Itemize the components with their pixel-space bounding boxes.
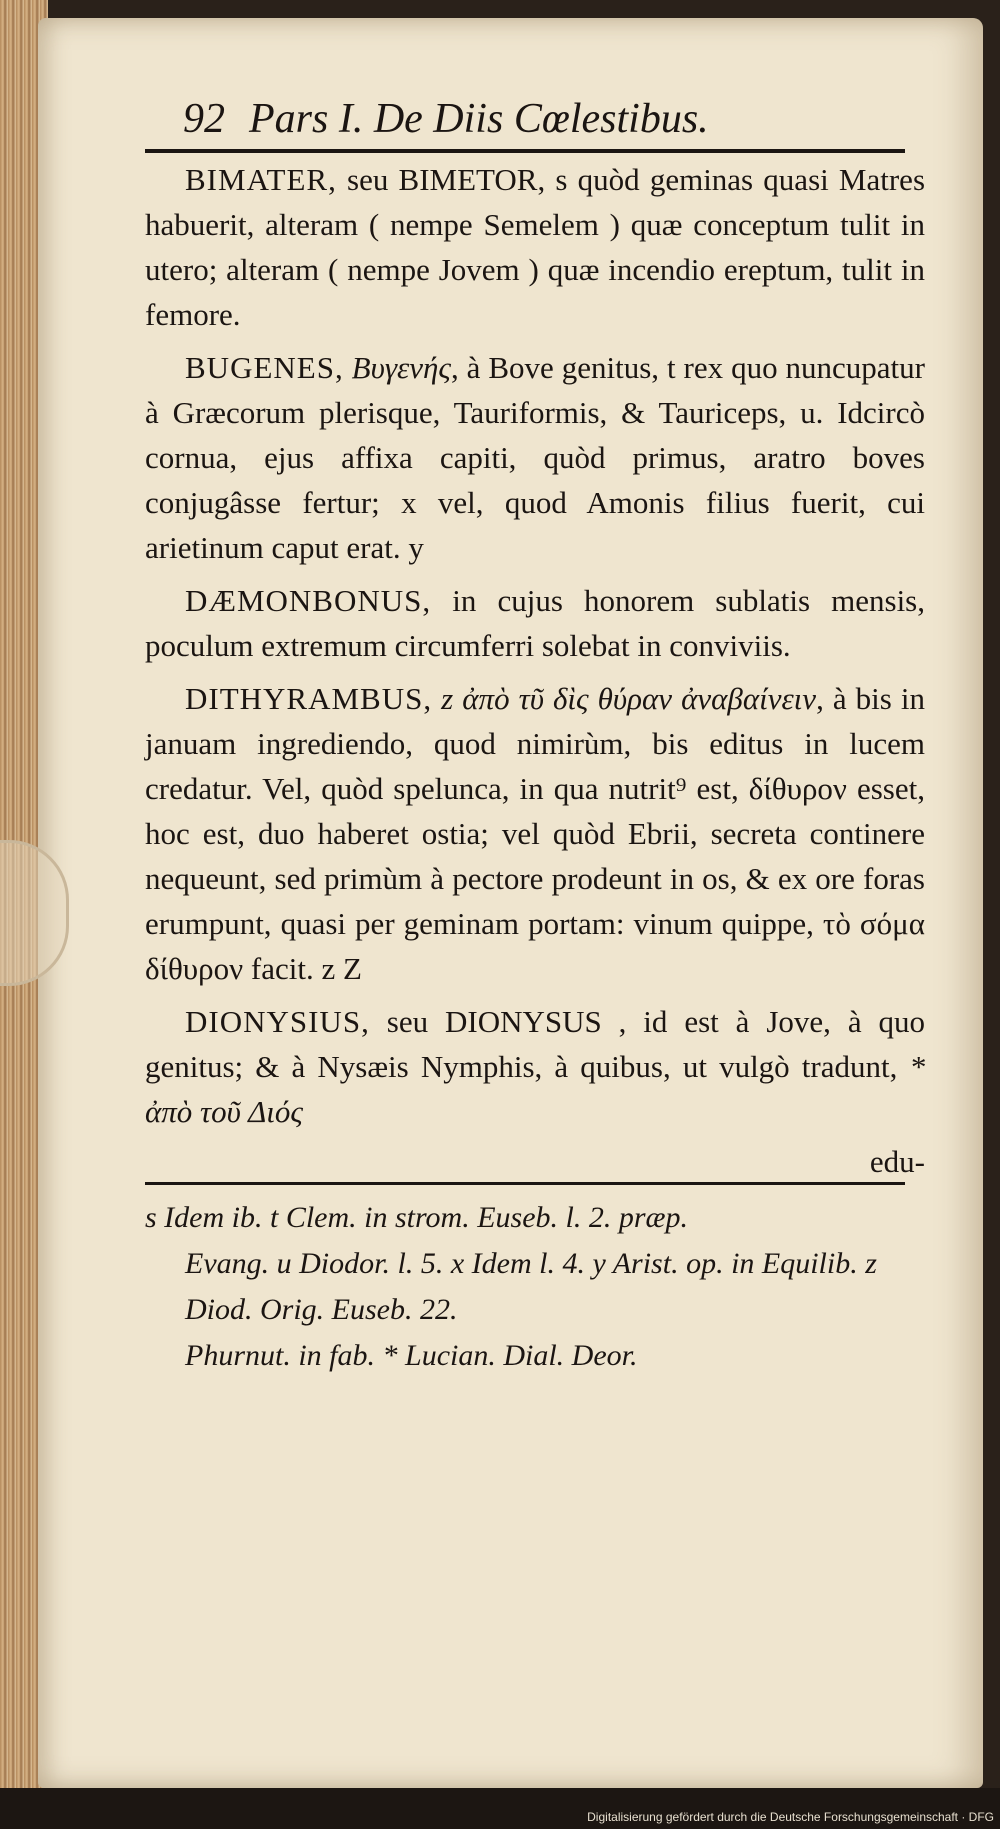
headword: BIMATER,: [185, 162, 337, 197]
greek-term: Βυγενής: [351, 350, 451, 385]
digitization-credit: Digitalisierung gefördert durch die Deutsche Forschungsgemeinschaft · DFG: [587, 1810, 994, 1824]
footnote-rule: [145, 1182, 905, 1185]
headword: DÆMONBONUS,: [185, 583, 432, 618]
header-rule: [145, 149, 905, 153]
entry-bimater: [145, 157, 925, 337]
footnotes: [145, 1195, 925, 1379]
running-header: [145, 95, 925, 143]
catchword: edu-: [869, 1144, 925, 1179]
entry-bugenes: [145, 345, 925, 570]
running-title: Pars I. De Diis Cœlestibus.: [249, 96, 709, 142]
entry-text: in cujus honorem sublatis mensis, poculum extremum circumferri solebat in conviviis.: [145, 583, 925, 663]
entry-dionysius: [145, 999, 925, 1134]
headword: DITHYRAMBUS,: [185, 681, 433, 716]
footnote-line: Evang. u Diodor. l. 5. x Idem l. 4. y Arist. op. in Equilib. z Diod. Orig. Euseb. 22.: [185, 1247, 877, 1326]
greek-term: z ἀπὸ τῦ δὶς θύραν ἀναβαίνειν: [441, 681, 817, 716]
page-content: [145, 95, 925, 1379]
footnote-line: s Idem ib. t Clem. in strom. Euseb. l. 2. præp.: [145, 1201, 689, 1234]
entry-text: , à Bove genitus, t rex quo nuncupatur à Græcorum plerisque, Tauriformis, & Tauriceps, u. Idcircò cornua, ejus affixa capiti, quòd primus, aratro boves conjugâsse fertur; x vel, quod Amonis filius fuerit, cui arietinum caput erat. y: [145, 350, 925, 565]
entry-dithyrambus: [145, 676, 925, 991]
headword: BUGENES,: [185, 350, 344, 385]
headword: DIONYSIUS,: [185, 1004, 370, 1039]
greek-term: * ἀπὸ τοῦ Διός: [145, 1049, 925, 1129]
page-number: 92: [183, 96, 225, 142]
entry-text: seu DIONYSUS , id est à Jove, à quo genitus; & à Nysæis Nymphis, à quibus, ut vulgò tradunt,: [145, 1004, 925, 1084]
entry-text: , à bis in januam ingrediendo, quod nimirùm, bis editus in lucem credatur. Vel, quòd spelunca, in qua nutrit⁹ est, δίθυρον esset, hoc est, duo haberet ostia; vel quòd Ebrii, secreta continere nequeunt, sed primùm à pectore prodeunt in os, & ex ore foras erumpunt, quasi per geminam portam: vinum quippe, τὸ σόμα δίθυρον facit. z Z: [145, 681, 926, 986]
entry-daemonbonus: [145, 578, 925, 668]
entry-text: seu BIMETOR, s quòd geminas quasi Matres habuerit, alteram ( nempe Semelem ) quæ conceptum tulit in utero; alteram ( nempe Jovem ) quæ incendio ereptum, tulit in femore.: [145, 162, 926, 332]
footnote-line: Phurnut. in fab. * Lucian. Dial. Deor.: [185, 1339, 638, 1372]
